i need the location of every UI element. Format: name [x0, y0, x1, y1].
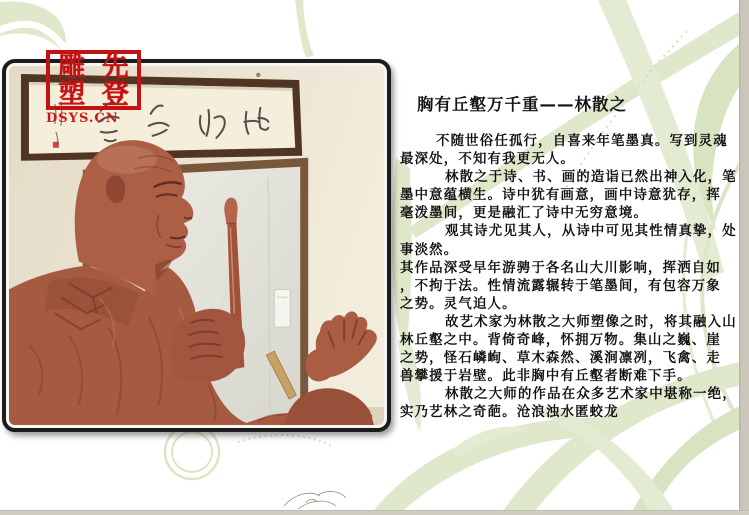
- seal-char: 登: [101, 79, 129, 110]
- article-line: 林散之于诗、书、画的造诣已然出神入化，笔: [445, 170, 737, 186]
- seal-char: 塑: [58, 79, 86, 110]
- article-line: 其作品深受早年游骋于各名山大川影响，挥洒自如: [400, 260, 721, 276]
- article-line: 不随世俗任孤行，自喜来年笔墨真。写到灵魂: [436, 134, 728, 149]
- article-line: 观其诗尤见其人，从诗中可见其性情真挚，处: [445, 224, 737, 240]
- article-line: 毫泼墨间，更是融汇了诗中无穷意境。: [400, 206, 649, 222]
- article-line: 林丘壑之中。背倚奇峰，怀拥万物。集山之巍、崖: [400, 333, 721, 349]
- article-line: 之势。灵气迫人。: [400, 296, 517, 312]
- seal-char: 雕: [58, 52, 86, 83]
- site-domain[interactable]: DSYS.CN: [46, 111, 119, 126]
- article-line: ，不拘于法。性情流露辗转于笔墨间，有包容万象: [400, 278, 721, 294]
- article-line: 墨中意蕴横生。诗中犹有画意，画中诗意犹存，挥: [400, 188, 721, 204]
- site-seal-logo[interactable]: [46, 50, 141, 110]
- article-body: [400, 133, 740, 423]
- article-line: 林散之大师的作品在众多艺术家中堪称一绝，: [445, 387, 737, 403]
- wall-hook: [256, 73, 260, 77]
- article-line: 故艺术家为林散之大师塑像之时，将其融入山: [445, 314, 737, 330]
- article-line: 事淡然。: [400, 242, 459, 258]
- article-line: 实乃艺林之奇葩。沧浪浊水匿蛟龙: [400, 405, 619, 421]
- article-line: 兽攀援于岩壁。此非胸中有丘壑者断难下手。: [400, 369, 692, 385]
- article-title: 胸有丘壑万千重——林散之: [417, 95, 627, 115]
- pencil-sketch-doodle: [284, 491, 346, 509]
- article-line: 最深处，不知有我更无人。: [400, 152, 576, 168]
- article-line: 之势，怪石嶙峋、草木森然、溪涧凛冽，飞禽、走: [400, 351, 721, 367]
- seal-char: 先: [101, 52, 129, 83]
